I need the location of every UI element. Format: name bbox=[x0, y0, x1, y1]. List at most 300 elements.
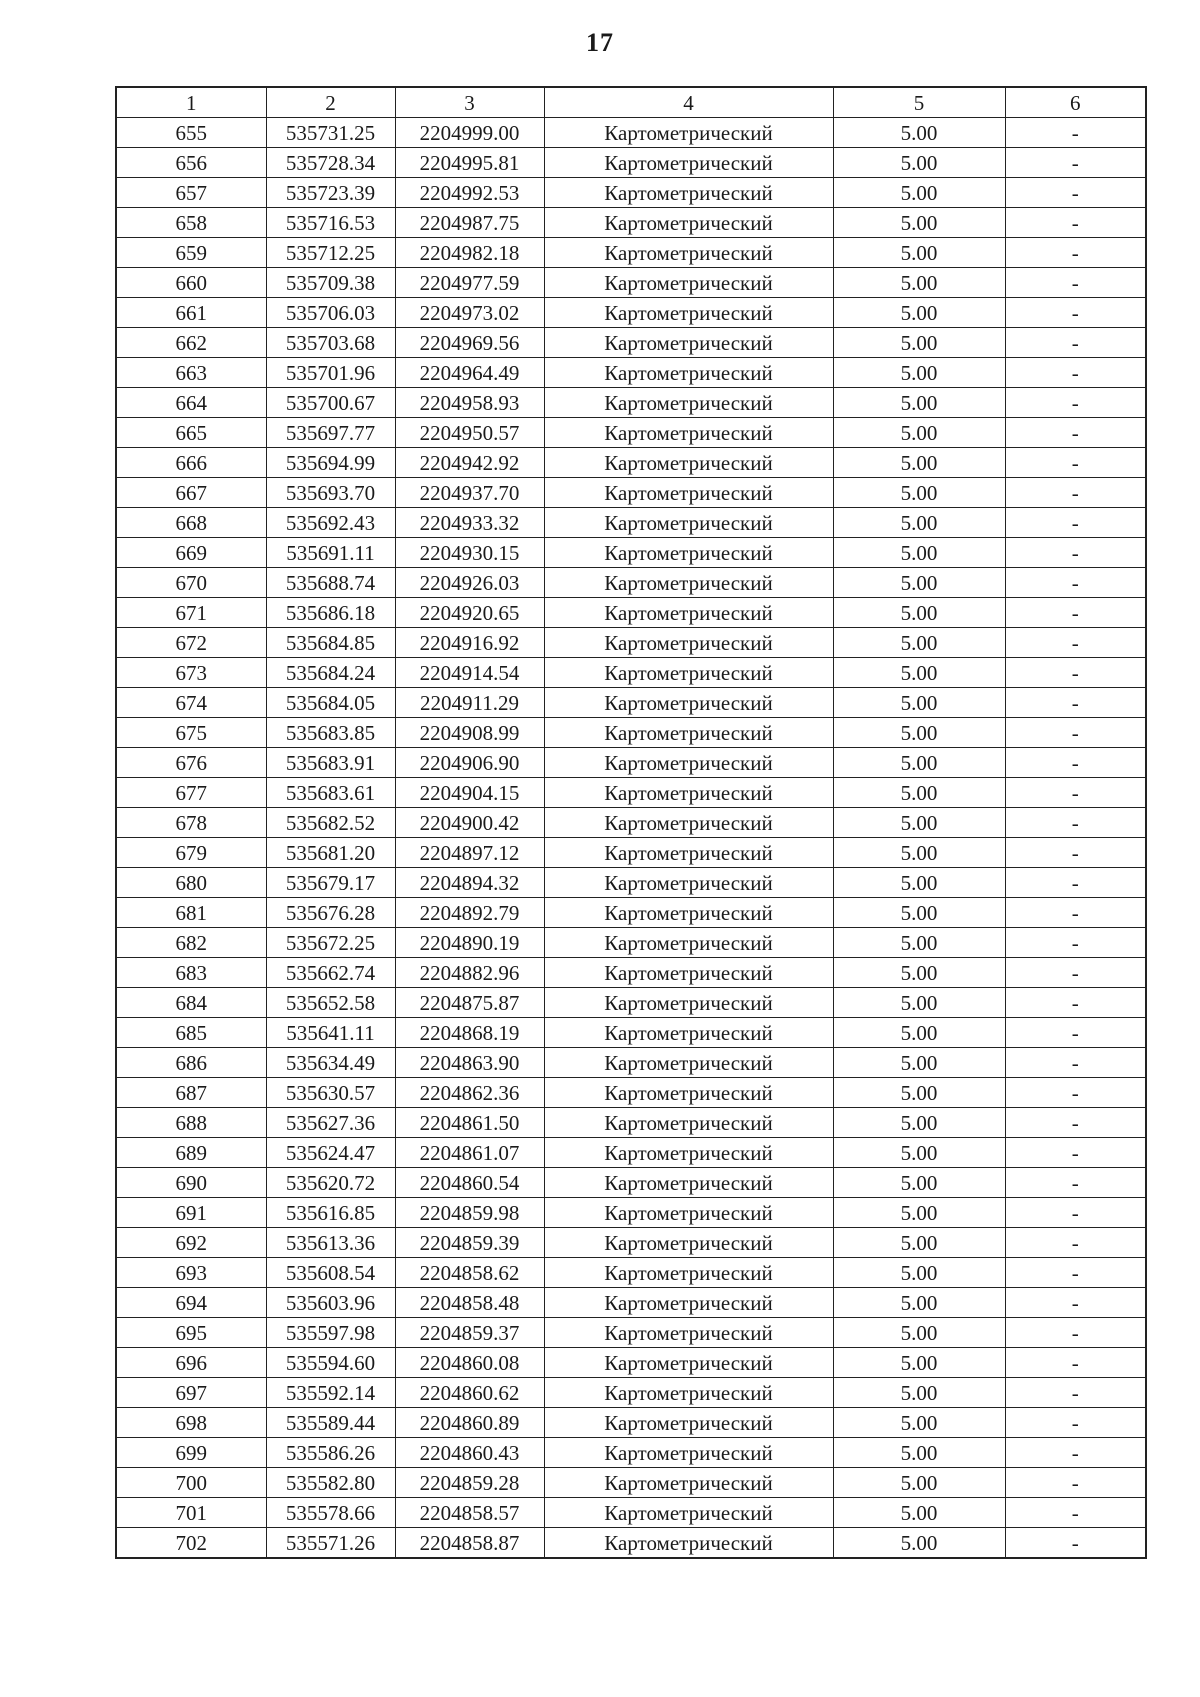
method-cell: Картометрический bbox=[544, 1318, 833, 1348]
accuracy-cell: 5.00 bbox=[833, 868, 1005, 898]
method-cell: Картометрический bbox=[544, 1108, 833, 1138]
y-coordinate-cell: 2204920.65 bbox=[395, 598, 544, 628]
accuracy-cell: 5.00 bbox=[833, 1348, 1005, 1378]
point-number-cell: 702 bbox=[116, 1528, 266, 1559]
table-row bbox=[116, 208, 1146, 238]
x-coordinate-cell: 535679.17 bbox=[266, 868, 395, 898]
y-coordinate-cell: 2204859.98 bbox=[395, 1198, 544, 1228]
x-coordinate-cell: 535582.80 bbox=[266, 1468, 395, 1498]
accuracy-cell: 5.00 bbox=[833, 1138, 1005, 1168]
x-coordinate-cell: 535706.03 bbox=[266, 298, 395, 328]
table-row bbox=[116, 1138, 1146, 1168]
point-number-cell: 665 bbox=[116, 418, 266, 448]
accuracy-cell: 5.00 bbox=[833, 1078, 1005, 1108]
accuracy-cell: 5.00 bbox=[833, 1408, 1005, 1438]
method-cell: Картометрический bbox=[544, 658, 833, 688]
table-row bbox=[116, 1228, 1146, 1258]
y-coordinate-cell: 2204860.43 bbox=[395, 1438, 544, 1468]
method-cell: Картометрический bbox=[544, 418, 833, 448]
table-row bbox=[116, 718, 1146, 748]
note-cell: - bbox=[1005, 598, 1146, 628]
point-number-cell: 697 bbox=[116, 1378, 266, 1408]
method-cell: Картометрический bbox=[544, 1198, 833, 1228]
point-number-cell: 689 bbox=[116, 1138, 266, 1168]
note-cell: - bbox=[1005, 1438, 1146, 1468]
point-number-cell: 701 bbox=[116, 1498, 266, 1528]
accuracy-cell: 5.00 bbox=[833, 418, 1005, 448]
accuracy-cell: 5.00 bbox=[833, 688, 1005, 718]
header-cell-5: 5 bbox=[833, 87, 1005, 118]
accuracy-cell: 5.00 bbox=[833, 748, 1005, 778]
accuracy-cell: 5.00 bbox=[833, 568, 1005, 598]
y-coordinate-cell: 2204892.79 bbox=[395, 898, 544, 928]
x-coordinate-cell: 535672.25 bbox=[266, 928, 395, 958]
method-cell: Картометрический bbox=[544, 688, 833, 718]
x-coordinate-cell: 535586.26 bbox=[266, 1438, 395, 1468]
x-coordinate-cell: 535592.14 bbox=[266, 1378, 395, 1408]
accuracy-cell: 5.00 bbox=[833, 508, 1005, 538]
method-cell: Картометрический bbox=[544, 1498, 833, 1528]
x-coordinate-cell: 535697.77 bbox=[266, 418, 395, 448]
accuracy-cell: 5.00 bbox=[833, 1228, 1005, 1258]
table-row bbox=[116, 1258, 1146, 1288]
x-coordinate-cell: 535683.61 bbox=[266, 778, 395, 808]
method-cell: Картометрический bbox=[544, 778, 833, 808]
x-coordinate-cell: 535630.57 bbox=[266, 1078, 395, 1108]
note-cell: - bbox=[1005, 268, 1146, 298]
table-row bbox=[116, 538, 1146, 568]
table-row bbox=[116, 388, 1146, 418]
table-row bbox=[116, 568, 1146, 598]
accuracy-cell: 5.00 bbox=[833, 268, 1005, 298]
x-coordinate-cell: 535620.72 bbox=[266, 1168, 395, 1198]
y-coordinate-cell: 2204890.19 bbox=[395, 928, 544, 958]
y-coordinate-cell: 2204858.57 bbox=[395, 1498, 544, 1528]
page-number: 17 bbox=[586, 28, 614, 57]
note-cell: - bbox=[1005, 748, 1146, 778]
y-coordinate-cell: 2204875.87 bbox=[395, 988, 544, 1018]
table-row bbox=[116, 1528, 1146, 1559]
accuracy-cell: 5.00 bbox=[833, 1258, 1005, 1288]
x-coordinate-cell: 535662.74 bbox=[266, 958, 395, 988]
y-coordinate-cell: 2204995.81 bbox=[395, 148, 544, 178]
accuracy-cell: 5.00 bbox=[833, 448, 1005, 478]
table-row bbox=[116, 598, 1146, 628]
accuracy-cell: 5.00 bbox=[833, 1318, 1005, 1348]
method-cell: Картометрический bbox=[544, 208, 833, 238]
table-row bbox=[116, 658, 1146, 688]
accuracy-cell: 5.00 bbox=[833, 838, 1005, 868]
method-cell: Картометрический bbox=[544, 118, 833, 148]
x-coordinate-cell: 535694.99 bbox=[266, 448, 395, 478]
header-cell-3: 3 bbox=[395, 87, 544, 118]
x-coordinate-cell: 535686.18 bbox=[266, 598, 395, 628]
point-number-cell: 672 bbox=[116, 628, 266, 658]
note-cell: - bbox=[1005, 1468, 1146, 1498]
y-coordinate-cell: 2204882.96 bbox=[395, 958, 544, 988]
method-cell: Картометрический bbox=[544, 1228, 833, 1258]
accuracy-cell: 5.00 bbox=[833, 928, 1005, 958]
y-coordinate-cell: 2204863.90 bbox=[395, 1048, 544, 1078]
x-coordinate-cell: 535627.36 bbox=[266, 1108, 395, 1138]
table-row bbox=[116, 418, 1146, 448]
point-number-cell: 655 bbox=[116, 118, 266, 148]
accuracy-cell: 5.00 bbox=[833, 358, 1005, 388]
note-cell: - bbox=[1005, 958, 1146, 988]
x-coordinate-cell: 535652.58 bbox=[266, 988, 395, 1018]
table-row bbox=[116, 748, 1146, 778]
table-row bbox=[116, 448, 1146, 478]
note-cell: - bbox=[1005, 1228, 1146, 1258]
point-number-cell: 694 bbox=[116, 1288, 266, 1318]
method-cell: Картометрический bbox=[544, 988, 833, 1018]
table-row bbox=[116, 1348, 1146, 1378]
point-number-cell: 666 bbox=[116, 448, 266, 478]
method-cell: Картометрический bbox=[544, 808, 833, 838]
table-row bbox=[116, 508, 1146, 538]
note-cell: - bbox=[1005, 658, 1146, 688]
table-row bbox=[116, 778, 1146, 808]
x-coordinate-cell: 535684.24 bbox=[266, 658, 395, 688]
y-coordinate-cell: 2204950.57 bbox=[395, 418, 544, 448]
note-cell: - bbox=[1005, 838, 1146, 868]
method-cell: Картометрический bbox=[544, 958, 833, 988]
table-row bbox=[116, 1468, 1146, 1498]
accuracy-cell: 5.00 bbox=[833, 148, 1005, 178]
note-cell: - bbox=[1005, 448, 1146, 478]
point-number-cell: 679 bbox=[116, 838, 266, 868]
table-row bbox=[116, 628, 1146, 658]
accuracy-cell: 5.00 bbox=[833, 658, 1005, 688]
method-cell: Картометрический bbox=[544, 1138, 833, 1168]
y-coordinate-cell: 2204858.48 bbox=[395, 1288, 544, 1318]
note-cell: - bbox=[1005, 1198, 1146, 1228]
table-row bbox=[116, 148, 1146, 178]
point-number-cell: 676 bbox=[116, 748, 266, 778]
method-cell: Картометрический bbox=[544, 1168, 833, 1198]
x-coordinate-cell: 535684.05 bbox=[266, 688, 395, 718]
point-number-cell: 662 bbox=[116, 328, 266, 358]
y-coordinate-cell: 2204958.93 bbox=[395, 388, 544, 418]
table-row bbox=[116, 838, 1146, 868]
note-cell: - bbox=[1005, 718, 1146, 748]
note-cell: - bbox=[1005, 508, 1146, 538]
x-coordinate-cell: 535692.43 bbox=[266, 508, 395, 538]
note-cell: - bbox=[1005, 1108, 1146, 1138]
point-number-cell: 687 bbox=[116, 1078, 266, 1108]
point-number-cell: 657 bbox=[116, 178, 266, 208]
point-number-cell: 692 bbox=[116, 1228, 266, 1258]
note-cell: - bbox=[1005, 928, 1146, 958]
x-coordinate-cell: 535701.96 bbox=[266, 358, 395, 388]
note-cell: - bbox=[1005, 208, 1146, 238]
point-number-cell: 690 bbox=[116, 1168, 266, 1198]
table-row bbox=[116, 928, 1146, 958]
note-cell: - bbox=[1005, 148, 1146, 178]
table-row bbox=[116, 328, 1146, 358]
method-cell: Картометрический bbox=[544, 568, 833, 598]
note-cell: - bbox=[1005, 1408, 1146, 1438]
note-cell: - bbox=[1005, 688, 1146, 718]
y-coordinate-cell: 2204894.32 bbox=[395, 868, 544, 898]
y-coordinate-cell: 2204904.15 bbox=[395, 778, 544, 808]
method-cell: Картометрический bbox=[544, 1048, 833, 1078]
point-number-cell: 677 bbox=[116, 778, 266, 808]
method-cell: Картометрический bbox=[544, 1258, 833, 1288]
accuracy-cell: 5.00 bbox=[833, 718, 1005, 748]
point-number-cell: 659 bbox=[116, 238, 266, 268]
method-cell: Картометрический bbox=[544, 538, 833, 568]
y-coordinate-cell: 2204900.42 bbox=[395, 808, 544, 838]
table-row bbox=[116, 808, 1146, 838]
method-cell: Картометрический bbox=[544, 598, 833, 628]
point-number-cell: 667 bbox=[116, 478, 266, 508]
accuracy-cell: 5.00 bbox=[833, 1048, 1005, 1078]
x-coordinate-cell: 535684.85 bbox=[266, 628, 395, 658]
x-coordinate-cell: 535597.98 bbox=[266, 1318, 395, 1348]
method-cell: Картометрический bbox=[544, 478, 833, 508]
point-number-cell: 695 bbox=[116, 1318, 266, 1348]
note-cell: - bbox=[1005, 628, 1146, 658]
note-cell: - bbox=[1005, 118, 1146, 148]
point-number-cell: 671 bbox=[116, 598, 266, 628]
y-coordinate-cell: 2204942.92 bbox=[395, 448, 544, 478]
method-cell: Картометрический bbox=[544, 1528, 833, 1559]
accuracy-cell: 5.00 bbox=[833, 388, 1005, 418]
accuracy-cell: 5.00 bbox=[833, 1198, 1005, 1228]
y-coordinate-cell: 2204911.29 bbox=[395, 688, 544, 718]
method-cell: Картометрический bbox=[544, 388, 833, 418]
accuracy-cell: 5.00 bbox=[833, 208, 1005, 238]
note-cell: - bbox=[1005, 568, 1146, 598]
accuracy-cell: 5.00 bbox=[833, 628, 1005, 658]
accuracy-cell: 5.00 bbox=[833, 328, 1005, 358]
note-cell: - bbox=[1005, 1528, 1146, 1559]
x-coordinate-cell: 535728.34 bbox=[266, 148, 395, 178]
accuracy-cell: 5.00 bbox=[833, 598, 1005, 628]
y-coordinate-cell: 2204969.56 bbox=[395, 328, 544, 358]
table-row bbox=[116, 988, 1146, 1018]
note-cell: - bbox=[1005, 1498, 1146, 1528]
y-coordinate-cell: 2204977.59 bbox=[395, 268, 544, 298]
x-coordinate-cell: 535712.25 bbox=[266, 238, 395, 268]
point-number-cell: 682 bbox=[116, 928, 266, 958]
table-row bbox=[116, 688, 1146, 718]
x-coordinate-cell: 535589.44 bbox=[266, 1408, 395, 1438]
accuracy-cell: 5.00 bbox=[833, 118, 1005, 148]
x-coordinate-cell: 535613.36 bbox=[266, 1228, 395, 1258]
accuracy-cell: 5.00 bbox=[833, 1378, 1005, 1408]
method-cell: Картометрический bbox=[544, 898, 833, 928]
note-cell: - bbox=[1005, 478, 1146, 508]
table-row bbox=[116, 1108, 1146, 1138]
table-row bbox=[116, 268, 1146, 298]
accuracy-cell: 5.00 bbox=[833, 808, 1005, 838]
note-cell: - bbox=[1005, 1258, 1146, 1288]
y-coordinate-cell: 2204860.54 bbox=[395, 1168, 544, 1198]
y-coordinate-cell: 2204860.62 bbox=[395, 1378, 544, 1408]
x-coordinate-cell: 535616.85 bbox=[266, 1198, 395, 1228]
table-header bbox=[116, 87, 1146, 118]
accuracy-cell: 5.00 bbox=[833, 898, 1005, 928]
accuracy-cell: 5.00 bbox=[833, 178, 1005, 208]
method-cell: Картометрический bbox=[544, 1468, 833, 1498]
header-cell-1: 1 bbox=[116, 87, 266, 118]
y-coordinate-cell: 2204906.90 bbox=[395, 748, 544, 778]
accuracy-cell: 5.00 bbox=[833, 238, 1005, 268]
x-coordinate-cell: 535731.25 bbox=[266, 118, 395, 148]
table-row bbox=[116, 178, 1146, 208]
accuracy-cell: 5.00 bbox=[833, 1168, 1005, 1198]
table-row bbox=[116, 358, 1146, 388]
method-cell: Картометрический bbox=[544, 628, 833, 658]
point-number-cell: 673 bbox=[116, 658, 266, 688]
table-row bbox=[116, 1198, 1146, 1228]
y-coordinate-cell: 2204859.28 bbox=[395, 1468, 544, 1498]
note-cell: - bbox=[1005, 868, 1146, 898]
note-cell: - bbox=[1005, 1168, 1146, 1198]
x-coordinate-cell: 535603.96 bbox=[266, 1288, 395, 1318]
header-row bbox=[116, 87, 1146, 118]
note-cell: - bbox=[1005, 328, 1146, 358]
y-coordinate-cell: 2204859.37 bbox=[395, 1318, 544, 1348]
point-number-cell: 691 bbox=[116, 1198, 266, 1228]
note-cell: - bbox=[1005, 808, 1146, 838]
point-number-cell: 668 bbox=[116, 508, 266, 538]
method-cell: Картометрический bbox=[544, 358, 833, 388]
x-coordinate-cell: 535688.74 bbox=[266, 568, 395, 598]
accuracy-cell: 5.00 bbox=[833, 298, 1005, 328]
method-cell: Картометрический bbox=[544, 328, 833, 358]
y-coordinate-cell: 2204908.99 bbox=[395, 718, 544, 748]
y-coordinate-cell: 2204897.12 bbox=[395, 838, 544, 868]
table-row bbox=[116, 868, 1146, 898]
x-coordinate-cell: 535693.70 bbox=[266, 478, 395, 508]
method-cell: Картометрический bbox=[544, 838, 833, 868]
point-number-cell: 698 bbox=[116, 1408, 266, 1438]
y-coordinate-cell: 2204861.07 bbox=[395, 1138, 544, 1168]
method-cell: Картометрический bbox=[544, 238, 833, 268]
x-coordinate-cell: 535723.39 bbox=[266, 178, 395, 208]
x-coordinate-cell: 535691.11 bbox=[266, 538, 395, 568]
x-coordinate-cell: 535641.11 bbox=[266, 1018, 395, 1048]
y-coordinate-cell: 2204860.89 bbox=[395, 1408, 544, 1438]
accuracy-cell: 5.00 bbox=[833, 1438, 1005, 1468]
y-coordinate-cell: 2204930.15 bbox=[395, 538, 544, 568]
note-cell: - bbox=[1005, 1048, 1146, 1078]
table-row bbox=[116, 298, 1146, 328]
table-row bbox=[116, 1288, 1146, 1318]
point-number-cell: 669 bbox=[116, 538, 266, 568]
x-coordinate-cell: 535676.28 bbox=[266, 898, 395, 928]
method-cell: Картометрический bbox=[544, 868, 833, 898]
table-row bbox=[116, 1048, 1146, 1078]
x-coordinate-cell: 535716.53 bbox=[266, 208, 395, 238]
note-cell: - bbox=[1005, 388, 1146, 418]
table-row bbox=[116, 1498, 1146, 1528]
point-number-cell: 699 bbox=[116, 1438, 266, 1468]
accuracy-cell: 5.00 bbox=[833, 958, 1005, 988]
x-coordinate-cell: 535571.26 bbox=[266, 1528, 395, 1559]
method-cell: Картометрический bbox=[544, 448, 833, 478]
point-number-cell: 681 bbox=[116, 898, 266, 928]
header-cell-2: 2 bbox=[266, 87, 395, 118]
x-coordinate-cell: 535681.20 bbox=[266, 838, 395, 868]
method-cell: Картометрический bbox=[544, 1408, 833, 1438]
accuracy-cell: 5.00 bbox=[833, 538, 1005, 568]
y-coordinate-cell: 2204858.87 bbox=[395, 1528, 544, 1559]
point-number-cell: 685 bbox=[116, 1018, 266, 1048]
point-number-cell: 661 bbox=[116, 298, 266, 328]
table-row bbox=[116, 1438, 1146, 1468]
y-coordinate-cell: 2204858.62 bbox=[395, 1258, 544, 1288]
point-number-cell: 660 bbox=[116, 268, 266, 298]
y-coordinate-cell: 2204999.00 bbox=[395, 118, 544, 148]
y-coordinate-cell: 2204916.92 bbox=[395, 628, 544, 658]
x-coordinate-cell: 535709.38 bbox=[266, 268, 395, 298]
point-number-cell: 674 bbox=[116, 688, 266, 718]
point-number-cell: 658 bbox=[116, 208, 266, 238]
method-cell: Картометрический bbox=[544, 508, 833, 538]
method-cell: Картометрический bbox=[544, 718, 833, 748]
method-cell: Картометрический bbox=[544, 748, 833, 778]
accuracy-cell: 5.00 bbox=[833, 988, 1005, 1018]
y-coordinate-cell: 2204933.32 bbox=[395, 508, 544, 538]
note-cell: - bbox=[1005, 358, 1146, 388]
y-coordinate-cell: 2204914.54 bbox=[395, 658, 544, 688]
point-number-cell: 664 bbox=[116, 388, 266, 418]
accuracy-cell: 5.00 bbox=[833, 1528, 1005, 1559]
note-cell: - bbox=[1005, 898, 1146, 928]
y-coordinate-cell: 2204868.19 bbox=[395, 1018, 544, 1048]
y-coordinate-cell: 2204859.39 bbox=[395, 1228, 544, 1258]
table-row bbox=[116, 478, 1146, 508]
x-coordinate-cell: 535683.85 bbox=[266, 718, 395, 748]
accuracy-cell: 5.00 bbox=[833, 1498, 1005, 1528]
method-cell: Картометрический bbox=[544, 1438, 833, 1468]
note-cell: - bbox=[1005, 988, 1146, 1018]
table-row bbox=[116, 1378, 1146, 1408]
accuracy-cell: 5.00 bbox=[833, 778, 1005, 808]
table-row bbox=[116, 1018, 1146, 1048]
x-coordinate-cell: 535594.60 bbox=[266, 1348, 395, 1378]
header-cell-6: 6 bbox=[1005, 87, 1146, 118]
table-row bbox=[116, 1168, 1146, 1198]
point-number-cell: 680 bbox=[116, 868, 266, 898]
x-coordinate-cell: 535578.66 bbox=[266, 1498, 395, 1528]
method-cell: Картометрический bbox=[544, 1288, 833, 1318]
note-cell: - bbox=[1005, 1138, 1146, 1168]
y-coordinate-cell: 2204973.02 bbox=[395, 298, 544, 328]
method-cell: Картометрический bbox=[544, 268, 833, 298]
x-coordinate-cell: 535682.52 bbox=[266, 808, 395, 838]
table-row bbox=[116, 958, 1146, 988]
note-cell: - bbox=[1005, 418, 1146, 448]
point-number-cell: 693 bbox=[116, 1258, 266, 1288]
x-coordinate-cell: 535700.67 bbox=[266, 388, 395, 418]
header-cell-4: 4 bbox=[544, 87, 833, 118]
point-number-cell: 675 bbox=[116, 718, 266, 748]
point-number-cell: 684 bbox=[116, 988, 266, 1018]
point-number-cell: 700 bbox=[116, 1468, 266, 1498]
method-cell: Картометрический bbox=[544, 1378, 833, 1408]
method-cell: Картометрический bbox=[544, 298, 833, 328]
x-coordinate-cell: 535624.47 bbox=[266, 1138, 395, 1168]
accuracy-cell: 5.00 bbox=[833, 1108, 1005, 1138]
note-cell: - bbox=[1005, 1348, 1146, 1378]
y-coordinate-cell: 2204987.75 bbox=[395, 208, 544, 238]
note-cell: - bbox=[1005, 538, 1146, 568]
